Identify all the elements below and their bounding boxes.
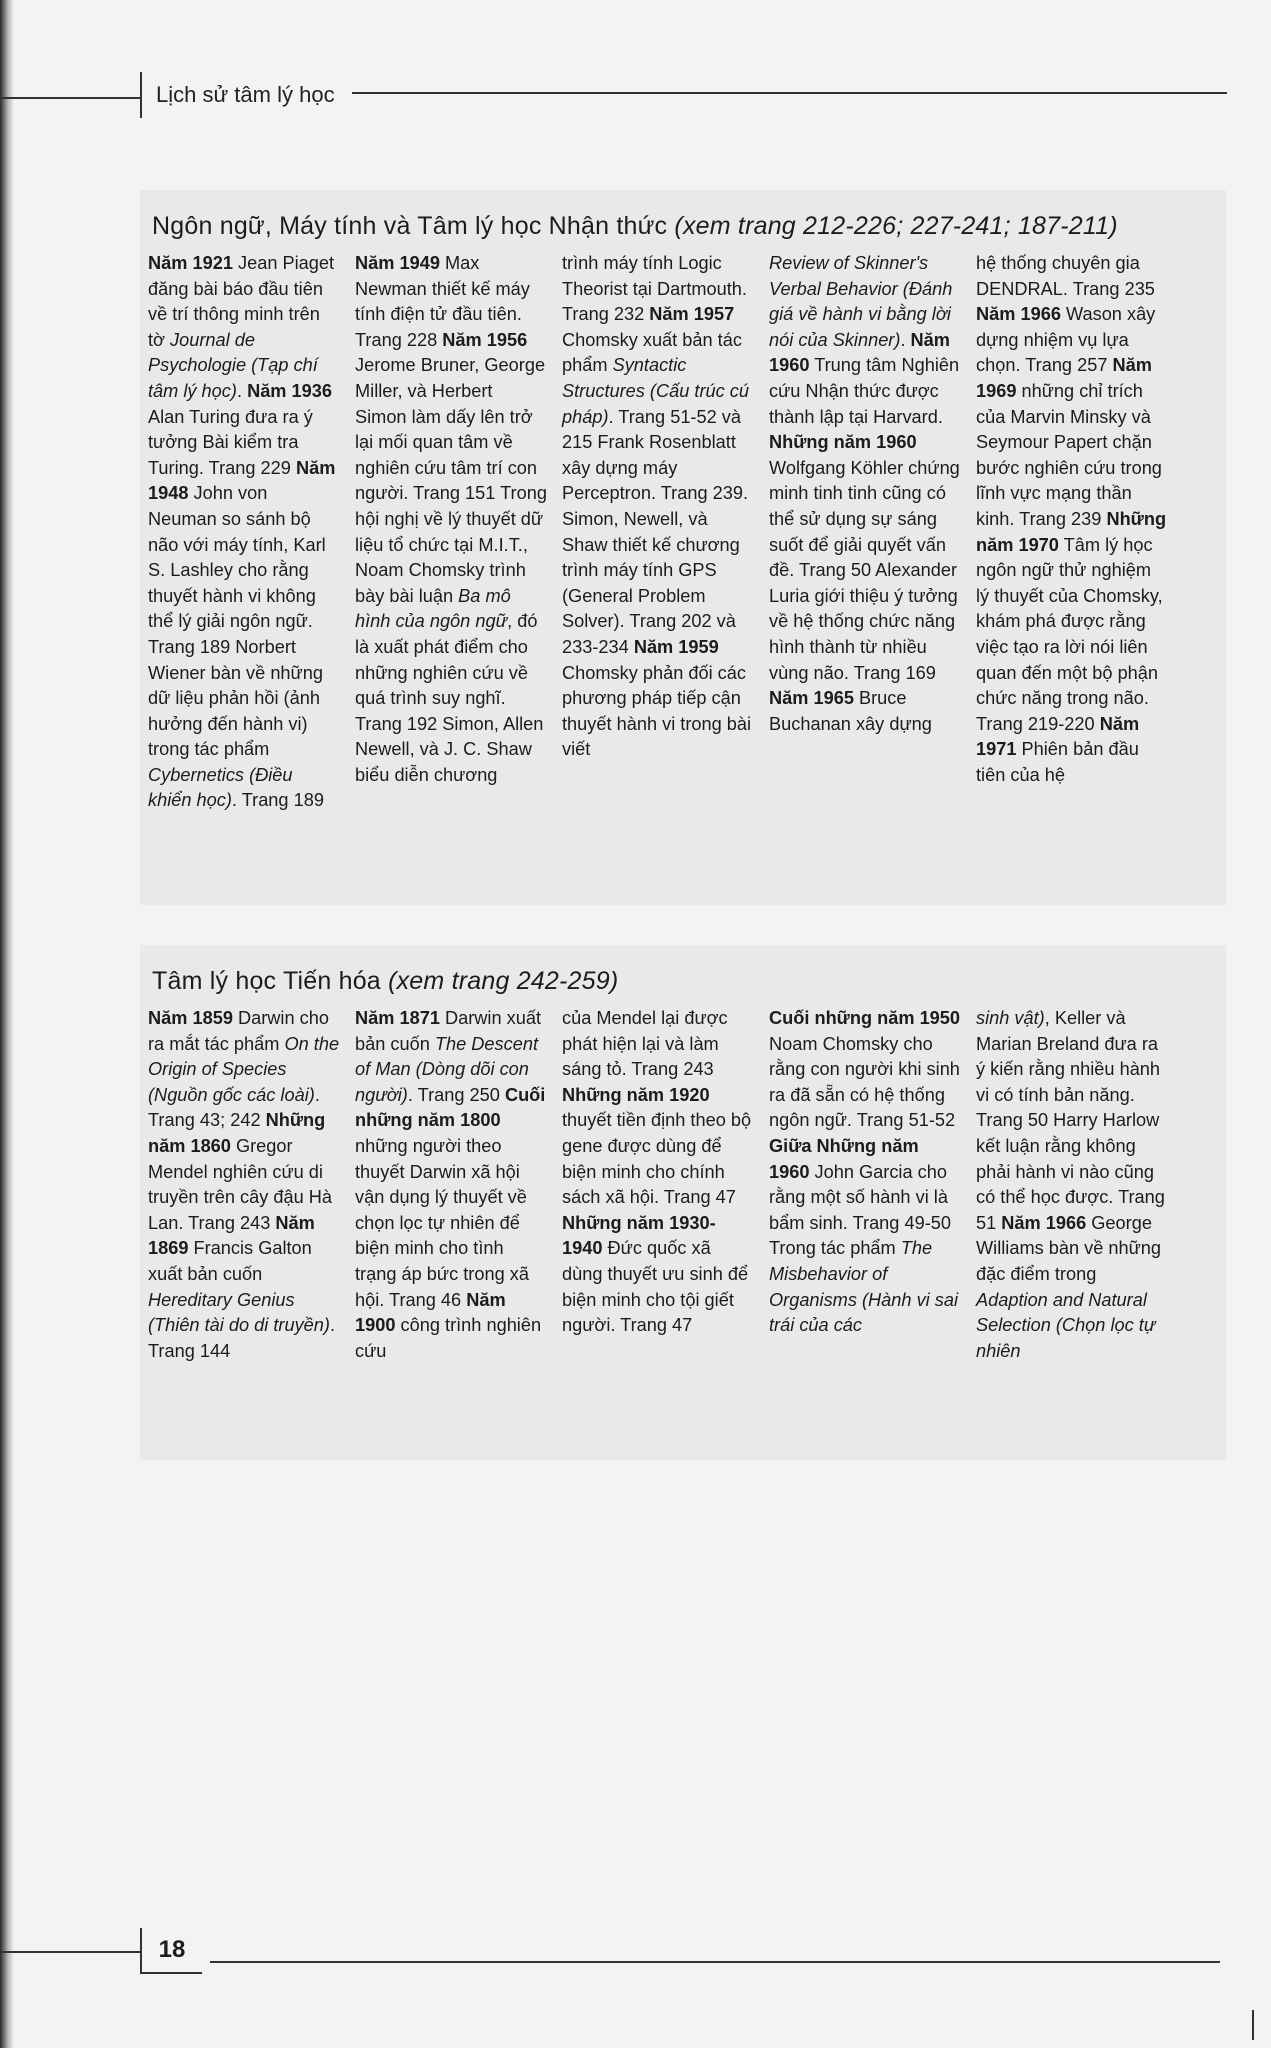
header-rule-right	[352, 92, 1227, 94]
work-title: Journal de Psychologie (Tạp chí tâm lý học)	[148, 329, 318, 401]
year-label: Cuối những năm 1950	[769, 1008, 961, 1028]
entry-text: Francis Galton xuất bản cuốn	[148, 1238, 312, 1284]
entry-text: Max Newman thiết kế máy tính điện tử đầu tiên. Trang 228	[355, 253, 530, 350]
timeline-column	[355, 251, 562, 814]
work-title: The Misbehavior of Organisms (Hành vi sai trái của các	[769, 1238, 959, 1336]
work-title: On the Origin of Species (Nguồn gốc các loài)	[148, 1033, 340, 1105]
year-label: Năm 1869	[148, 1212, 315, 1259]
timeline-columns	[148, 251, 1218, 814]
year-label: Giữa Những năm 1960	[769, 1135, 919, 1182]
entry-text: John Garcia cho rằng một số hành vi là bẩm sinh. Trang 49-50 Trong tác phẩm	[769, 1161, 951, 1259]
crop-mark	[1252, 2010, 1254, 2040]
year-label: Năm 1965	[769, 688, 854, 709]
entry-text: Gregor Mendel nghiên cứu di truyền trên cây đậu Hà Lan. Trang 243	[148, 1135, 332, 1233]
year-label: Năm 1956	[442, 329, 528, 350]
timeline-column	[148, 1006, 355, 1364]
year-label: Năm 1971	[976, 713, 1140, 760]
section-title	[152, 967, 1218, 996]
entry-text: Tâm lý học ngôn ngữ thử nghiệm lý thuyết của Chomsky, khám phá được rằng việc tạo ra lời nói liên quan đến một bộ phận chức năng trong não. Trang 219-220	[976, 534, 1163, 734]
entry-text: Đức quốc xã dùng thuyết ưu sinh để biện minh cho tội giết người. Trang 47	[562, 1238, 749, 1336]
entry-text: . Trang 51-52 và 215 Frank Rosenblatt xây dựng máy Perceptron. Trang 239. Simon, Newell, và Shaw thiết kế chương trình máy tính GPS (General Problem Solver). Trang 202 và 233-234	[562, 406, 749, 657]
entry-text: Wason xây dựng nhiệm vụ lựa chọn. Trang 257	[976, 304, 1156, 376]
entry-text: công trình nghiên cứu	[355, 1315, 542, 1361]
entry-text: Wolfgang Köhler chứng minh tinh tinh cũng có thể sử dụng sự sáng suốt để giải quyết vấn đề. Trang 50 Alexander Luria giới thiệu ý tưởng về hệ thống chức năng hình thành từ nhiều vùng não. Trang 169	[769, 457, 960, 683]
entry-text: Jerome Bruner, George Miller, và Herbert Simon làm dấy lên trở lại mối quan tâm về nghiên cứu tâm trí con người. Trang 151 Trong hội nghị về lý thuyết dữ liệu tổ chức tại M.I.T., Noam Chomsky trình bày bài luận	[355, 355, 547, 606]
entry-text: Chomsky phản đối các phương pháp tiếp cận thuyết hành vi trong bài viết	[562, 662, 752, 760]
entry-text: .	[236, 380, 248, 401]
year-label: Năm 1966	[976, 304, 1061, 325]
timeline-column	[562, 1006, 769, 1364]
year-label: Năm 1948	[148, 457, 336, 504]
year-label: Năm 1949	[355, 253, 440, 273]
year-label: Năm 1959	[633, 636, 719, 657]
work-title: Adaption and Natural Selection (Chọn lọc tự nhiên	[976, 1289, 1156, 1361]
year-label: Năm 1900	[355, 1289, 506, 1336]
timeline-column	[769, 251, 976, 814]
year-label: Năm 1936	[247, 380, 332, 401]
running-header	[140, 72, 335, 118]
year-label: Những năm 1970	[976, 508, 1167, 555]
timeline-column	[769, 1006, 976, 1364]
entry-text: hệ thống chuyên gia DENDRAL. Trang 235	[976, 253, 1155, 299]
section-heading: Ngôn ngữ, Máy tính và Tâm lý học Nhận thức	[152, 212, 668, 240]
work-title: Hereditary Genius (Thiên tài do di truyền)	[148, 1289, 330, 1336]
footer-rule-left	[0, 1951, 140, 1953]
entry-text: trình máy tính Logic Theorist tại Dartmouth. Trang 232	[562, 253, 747, 325]
entry-text: những người theo thuyết Darwin xã hội vận dụng lý thuyết về chọn lọc tự nhiên để biện minh cho tình trạng áp bức trong xã hội. Trang 46	[355, 1135, 529, 1310]
entry-text: .	[900, 329, 911, 350]
entry-text: Trung tâm Nghiên cứu Nhận thức được thành lập tại Harvard.	[769, 355, 960, 427]
timeline-column	[562, 251, 769, 814]
section-page-ref: (xem trang 212-226; 227-241; 187-211)	[674, 212, 1118, 240]
year-label: Năm 1871	[355, 1008, 440, 1028]
section-title	[152, 212, 1218, 241]
entry-text: Jean Piaget đăng bài báo đầu tiên về trí thông minh trên tờ	[148, 253, 335, 350]
entry-text: thuyết tiền định theo bộ gene được dùng để biện minh cho chính sách xã hội. Trang 47	[562, 1110, 752, 1208]
year-label: Năm 1957	[649, 304, 735, 325]
timeline-column	[355, 1006, 562, 1364]
year-label: Những năm 1920	[562, 1084, 710, 1105]
entry-text: , Keller và Marian Breland đưa ra ý kiến rằng nhiều hành vi có tính bản năng. Trang 50 Harry Harlow kết luận rằng không phải hành vi nào cũng có thể học được. Trang 51	[976, 1008, 1165, 1233]
entry-text: , đó là xuất phát điểm cho những nghiên cứu về quá trình suy nghĩ. Trang 192 Simon, Allen Newell, và J. C. Shaw biểu diễn chương	[355, 611, 544, 785]
header-rule-left	[0, 97, 140, 99]
entry-text: Alan Turing đưa ra ý tưởng Bài kiểm tra Turing. Trang 229	[148, 406, 313, 478]
timeline-panel-cognitive	[140, 190, 1226, 905]
entry-text: Bruce Buchanan xây dựng	[769, 688, 932, 734]
work-title: Syntactic Structures (Cấu trúc cú pháp)	[562, 355, 749, 427]
work-title: Cybernetics (Điều khiển học)	[148, 764, 293, 811]
entry-text: Chomsky xuất bản tác phẩm	[562, 329, 742, 376]
work-title: Review of Skinner's Verbal Behavior (Đánh giá về hành vi bằng lời nói của Skinner)	[769, 253, 953, 350]
year-label: Những năm 1860	[148, 1110, 326, 1156]
page-edge-shadow	[0, 0, 14, 2048]
year-label: Năm 1859	[148, 1008, 233, 1028]
year-label: Năm 1960	[769, 329, 950, 376]
entry-text: . Trang 189	[231, 790, 324, 811]
work-title: sinh vật)	[976, 1008, 1045, 1028]
timeline-column	[976, 251, 1183, 814]
year-label: Năm 1969	[976, 355, 1152, 401]
entry-text: những chỉ trích của Marvin Minsky và Seymour Papert chặn bước nghiên cứu trong lĩnh vực mạng thần kinh. Trang 239	[976, 380, 1162, 529]
entry-text: Noam Chomsky cho rằng con người khi sinh ra đã sẵn có hệ thống ngôn ngữ. Trang 51-52	[769, 1033, 960, 1131]
entry-text: John von Neuman so sánh bộ não với máy tính, Karl S. Lashley cho rằng thuyết hành vi không thể lý giải ngôn ngữ. Trang 189 Norbert Wiener bàn về những dữ liệu phản hồi (ảnh hưởng đến hành vi) trong tác phẩm	[148, 483, 326, 760]
entry-text: của Mendel lại được phát hiện lại và làm sáng tỏ. Trang 243	[562, 1008, 728, 1080]
footer-rule-right	[210, 1961, 1220, 1963]
section-heading: Tâm lý học Tiến hóa	[152, 967, 381, 995]
entry-text: . Trang 144	[148, 1315, 336, 1361]
entry-text: Darwin cho ra mắt tác phẩm	[148, 1008, 329, 1054]
year-label: Những năm 1960	[769, 432, 917, 453]
year-label: Năm 1966	[1001, 1212, 1087, 1233]
running-title: Lịch sử tâm lý học	[156, 82, 335, 107]
year-label: Những năm 1930-1940	[562, 1212, 716, 1259]
timeline-column	[976, 1006, 1183, 1364]
entry-text: . Trang 250	[407, 1084, 505, 1105]
section-page-ref: (xem trang 242-259)	[388, 967, 619, 995]
page-number-box	[140, 1928, 202, 1974]
work-title: The Descent of Man (Dòng dõi con người)	[355, 1033, 539, 1105]
entry-text: Darwin xuất bản cuốn	[355, 1008, 542, 1054]
entry-text: George Williams bàn về những đặc điểm trong	[976, 1212, 1162, 1284]
page-number: 18	[158, 1936, 186, 1963]
work-title: Ba mô hình của ngôn ngữ	[355, 585, 511, 632]
year-label: Cuối những năm 1800	[355, 1084, 546, 1131]
timeline-columns	[148, 1006, 1218, 1364]
entry-text: Phiên bản đầu tiên của hệ	[976, 739, 1139, 785]
timeline-panel-evolutionary	[140, 945, 1226, 1460]
year-label: Năm 1921	[148, 253, 233, 273]
timeline-column	[148, 251, 355, 814]
entry-text: . Trang 43; 242	[148, 1084, 320, 1131]
